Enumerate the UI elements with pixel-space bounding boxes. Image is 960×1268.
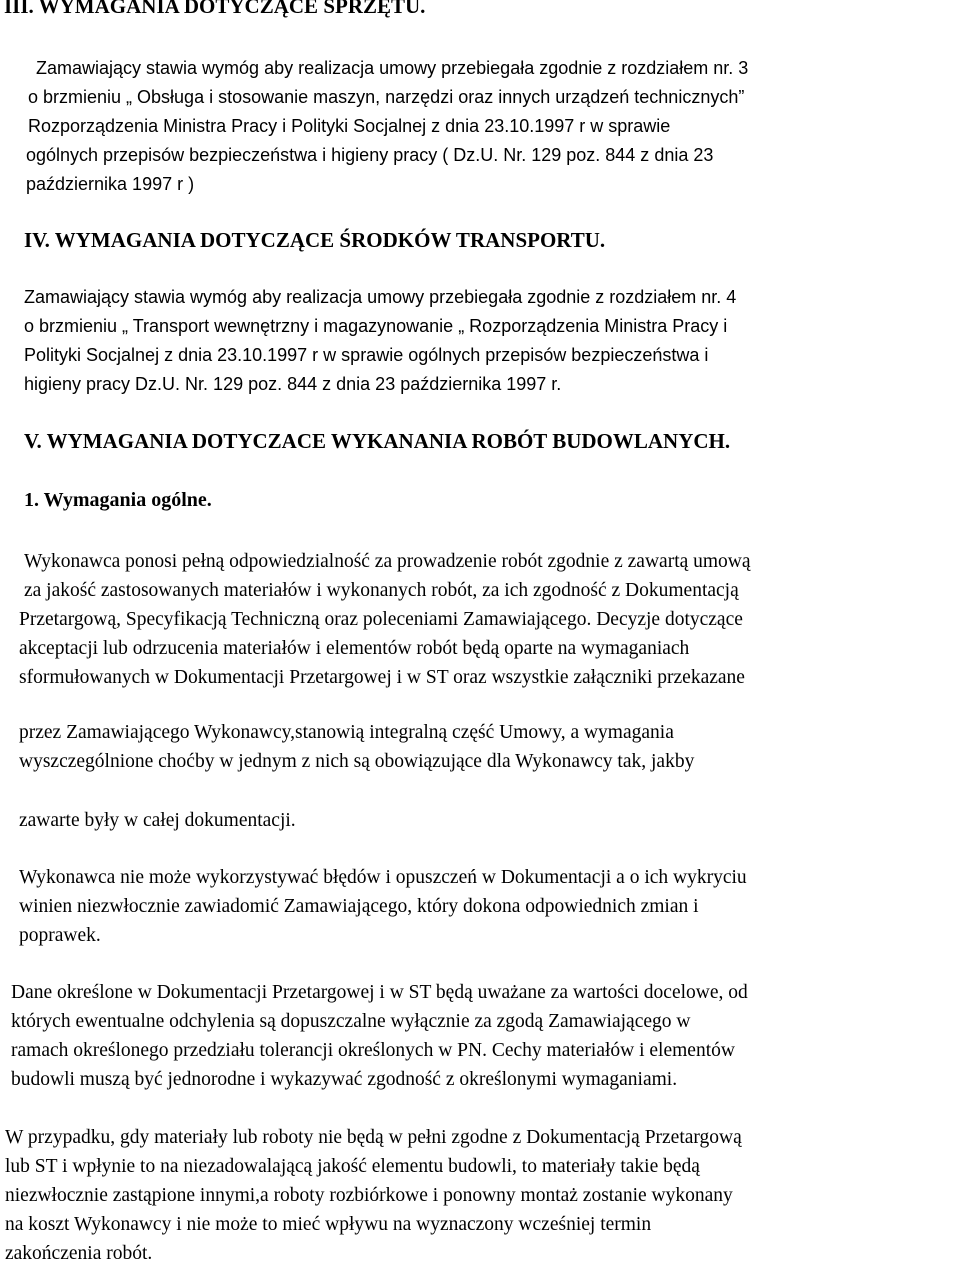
text-line: Rozporządzenia Ministra Pracy i Polityki Socjalnej z dnia 23.10.1997 r w sprawie bbox=[28, 116, 671, 136]
section-heading-construction-works: V. WYMAGANIA DOTYCZACE WYKANANIA ROBÓT BUDOWLANYCH. bbox=[24, 429, 731, 453]
subheading-general-requirements: 1. Wymagania ogólne. bbox=[24, 489, 212, 511]
text-line: o brzmieniu „ Obsługa i stosowanie maszyn, narzędzi oraz innych urządzeń technicznych” bbox=[28, 87, 745, 107]
text-line: budowli muszą być jednorodne i wykazywać zgodność z określonymi wymaganiami. bbox=[11, 1069, 678, 1090]
text-line: na koszt Wykonawcy i nie może to mieć wpływu na wyznaczony wcześniej termin bbox=[5, 1214, 652, 1235]
text-line: W przypadku, gdy materiały lub roboty nie będą w pełni zgodne z Dokumentacją Przetargową bbox=[5, 1127, 742, 1148]
text-line: akceptacji lub odrzucenia materiałów i elementów robót będą oparte na wymaganiach bbox=[19, 638, 690, 659]
paragraph-contractor-responsibility bbox=[19, 547, 751, 692]
text-line: ogólnych przepisów bezpieczeństwa i higieny pracy ( Dz.U. Nr. 129 poz. 844 z dnia 23 bbox=[26, 145, 714, 165]
paragraph-documentation bbox=[19, 806, 296, 835]
paragraph-transport-requirements bbox=[24, 283, 736, 399]
text-line: Wykonawca nie może wykorzystywać błędów i opuszczeń w Dokumentacji a o ich wykryciu bbox=[19, 867, 747, 888]
text-line: Polityki Socjalnej z dnia 23.10.1997 r w sprawie ogólnych przepisów bezpieczeństwa i bbox=[24, 345, 709, 365]
text-line: Przetargową, Specyfikacją Techniczną oraz poleceniami Zamawiającego. Decyzje dotyczące bbox=[19, 609, 743, 630]
text-line: ramach określonego przedziału tolerancji określonych w PN. Cechy materiałów i elementów bbox=[11, 1040, 735, 1061]
text-line: Dane określone w Dokumentacji Przetargowej i w ST będą uważane za wartości docelowe, od bbox=[11, 982, 748, 1003]
paragraph-errors-omissions bbox=[19, 863, 747, 950]
section-heading-equipment: III. WYMAGANIA DOTYCZĄCE SPRZĘTU. bbox=[4, 0, 426, 18]
text-line: Wykonawca ponosi pełną odpowiedzialność za prowadzenie robót zgodnie z zawartą umową bbox=[24, 551, 751, 572]
text-line: Zamawiający stawia wymóg aby realizacja umowy przebiegała zgodnie z rozdziałem nr. 4 bbox=[24, 287, 737, 307]
text-line: za jakość zastosowanych materiałów i wykonanych robót, za ich zgodność z Dokumentacją bbox=[24, 580, 739, 601]
paragraph-attachments bbox=[19, 718, 694, 776]
paragraph-equipment-requirements bbox=[26, 54, 749, 199]
text-line: o brzmieniu „ Transport wewnętrzny i magazynowanie „ Rozporządzenia Ministra Pracy i bbox=[24, 316, 728, 336]
text-line: niezwłocznie zastąpione innymi,a roboty rozbiórkowe i ponowny montaż zostanie wykonany bbox=[5, 1185, 733, 1206]
text-line: wyszczególnione choćby w jednym z nich są obowiązujące dla Wykonawcy tak, jakby bbox=[19, 751, 695, 772]
text-line: których ewentualne odchylenia są dopuszczalne wyłącznie za zgodą Zamawiającego w bbox=[11, 1011, 691, 1032]
text-line: zawarte były w całej dokumentacji. bbox=[19, 810, 296, 831]
text-line: sformułowanych w Dokumentacji Przetargowej i w ST oraz wszystkie załączniki przekazane bbox=[19, 667, 745, 688]
text-line: Zamawiający stawia wymóg aby realizacja umowy przebiegała zgodnie z rozdziałem nr. 3 bbox=[36, 58, 749, 78]
text-line: przez Zamawiającego Wykonawcy,stanowią integralną część Umowy, a wymagania bbox=[19, 722, 674, 743]
text-line: winien niezwłocznie zawiadomić Zamawiającego, który dokona odpowiednich zmian i bbox=[19, 896, 699, 917]
paragraph-target-values bbox=[11, 978, 748, 1094]
text-line: higieny pracy Dz.U. Nr. 129 poz. 844 z dnia 23 października 1997 r. bbox=[24, 374, 562, 394]
text-line: lub ST i wpłynie to na niezadowalającą jakość elementu budowli, to materiały takie będą bbox=[5, 1156, 700, 1177]
text-line: poprawek. bbox=[19, 925, 101, 946]
paragraph-nonconforming-materials bbox=[5, 1123, 742, 1268]
text-line: zakończenia robót. bbox=[5, 1243, 153, 1264]
text-line: października 1997 r ) bbox=[26, 174, 195, 194]
section-heading-transport: IV. WYMAGANIA DOTYCZĄCE ŚRODKÓW TRANSPORTU. bbox=[24, 228, 606, 252]
